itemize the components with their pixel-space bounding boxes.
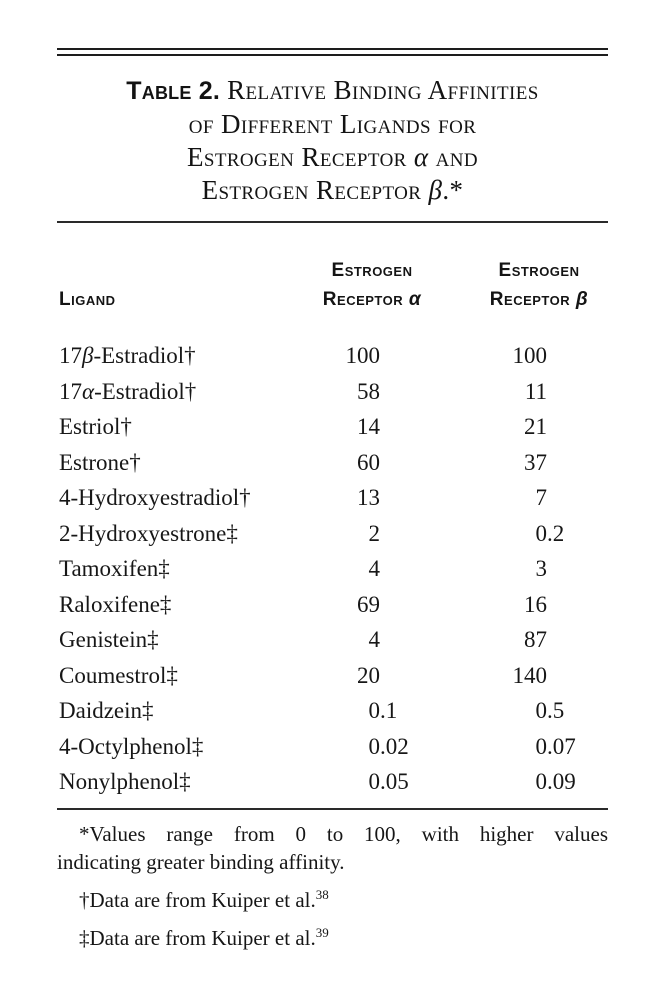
er-beta-value-cell: [470, 338, 608, 374]
er-alpha-value-integer: 69: [357, 591, 380, 617]
er-alpha-value-integer: 100: [345, 343, 380, 368]
er-alpha-value-integer: 0: [368, 733, 380, 759]
ligand-name-cell: 17β-Estradiol†: [59, 343, 196, 368]
title-line-4: Estrogen Receptor β.*: [201, 175, 464, 205]
er-alpha-value-cell: [302, 445, 470, 481]
column-header-er-beta: [470, 256, 608, 314]
column-header-er-beta-line1: Estrogen: [498, 260, 580, 281]
footnote-star-line2: indicating greater binding affinity.: [57, 850, 345, 874]
footnote-dagger-text: †Data are from Kuiper et al.: [79, 888, 316, 912]
er-beta-value-integer: 7: [535, 485, 547, 510]
table-title: [57, 74, 608, 207]
table-row: [57, 693, 608, 729]
er-beta-value-integer: 3: [535, 556, 547, 581]
er-beta-value-integer: 0: [535, 698, 547, 723]
ligand-name-cell: Genistein‡: [59, 627, 159, 652]
ligand-name-cell: 4-Hydroxyestradiol†: [59, 485, 251, 510]
er-alpha-value-decimal: [380, 658, 470, 694]
table-bottom-rule: [57, 808, 608, 810]
er-beta-value-decimal: [547, 445, 608, 481]
er-beta-value-decimal: .09: [547, 769, 576, 794]
er-alpha-value-cell: [302, 374, 470, 410]
column-header-er-alpha-line1: Estrogen: [331, 260, 413, 281]
er-alpha-value-integer: 60: [357, 449, 380, 475]
footnote-double-dagger: [57, 924, 608, 952]
er-alpha-value-decimal: [380, 516, 470, 552]
er-beta-value-cell: [470, 480, 608, 516]
er-alpha-value-integer: 4: [368, 556, 380, 581]
er-alpha-value-cell: [302, 409, 470, 445]
er-alpha-value-decimal: .05: [380, 769, 409, 794]
table-number-label: Table 2.: [126, 77, 220, 105]
table-row: [57, 480, 608, 516]
table-row: [57, 729, 608, 765]
ligand-name-cell: 4-Octylphenol‡: [59, 733, 204, 759]
er-beta-value-integer: 0: [535, 769, 547, 794]
er-beta-value-cell: [470, 693, 608, 729]
er-beta-value-integer: 16: [524, 591, 547, 617]
column-header-ligand: Ligand: [59, 289, 116, 310]
ligand-name-cell: Coumestrol‡: [59, 662, 178, 688]
table-row: [57, 587, 608, 623]
footnote-dagger-citation: 38: [315, 887, 329, 902]
footnote-dagger: [57, 886, 608, 914]
er-alpha-value-decimal: [380, 445, 470, 481]
er-alpha-value-cell: [302, 729, 470, 765]
er-beta-value-cell: [470, 658, 608, 694]
er-alpha-value-decimal: [380, 622, 470, 658]
ligand-name-cell: Daidzein‡: [59, 698, 154, 723]
er-beta-value-decimal: [547, 551, 608, 587]
er-alpha-value-integer: 2: [368, 520, 380, 546]
ligand-name-cell: 2-Hydroxyestrone‡: [59, 520, 238, 546]
table-body: [57, 338, 608, 800]
ligand-name-cell: Tamoxifen‡: [59, 556, 170, 581]
er-alpha-value-integer: 0: [368, 698, 380, 723]
table-row: [57, 551, 608, 587]
er-alpha-value-integer: 20: [357, 662, 380, 688]
table-row: [57, 622, 608, 658]
footnote-double-dagger-citation: 39: [315, 925, 329, 940]
ligand-name-cell: Raloxifene‡: [59, 591, 172, 617]
title-line-2: of Different Ligands for: [188, 109, 477, 139]
er-beta-value-decimal: [547, 338, 608, 374]
table-row: [57, 516, 608, 552]
er-beta-value-cell: [470, 516, 608, 552]
er-beta-value-decimal: [547, 587, 608, 623]
er-beta-value-decimal: .07: [547, 733, 576, 759]
er-beta-value-cell: [470, 622, 608, 658]
er-alpha-value-cell: [302, 480, 470, 516]
er-alpha-value-cell: [302, 764, 470, 800]
er-beta-value-cell: [470, 374, 608, 410]
footnote-star: [57, 820, 608, 876]
er-alpha-value-integer: 14: [357, 414, 380, 439]
table-row: [57, 374, 608, 410]
er-beta-value-decimal: [547, 374, 608, 410]
er-alpha-value-decimal: [380, 587, 470, 623]
er-alpha-value-integer: 58: [357, 378, 380, 404]
er-alpha-value-decimal: .02: [380, 733, 409, 759]
er-alpha-value-cell: [302, 551, 470, 587]
ligand-name-cell: Estrone†: [59, 449, 141, 475]
er-beta-value-decimal: [547, 480, 608, 516]
er-beta-value-integer: 100: [512, 343, 547, 368]
er-alpha-value-cell: [302, 338, 470, 374]
er-beta-value-integer: 0: [535, 733, 547, 759]
er-beta-value-decimal: .5: [547, 698, 565, 723]
er-beta-value-integer: 21: [524, 414, 547, 439]
table-header-row: [57, 256, 608, 314]
er-beta-value-decimal: [547, 409, 608, 445]
er-alpha-value-decimal: [380, 409, 470, 445]
er-beta-value-cell: [470, 587, 608, 623]
ligand-name-cell: Nonylphenol‡: [59, 769, 191, 794]
footnote-star-line1: *Values range from 0 to 100, with higher values: [79, 822, 608, 846]
column-header-er-alpha-line2: Receptor α: [322, 289, 422, 310]
er-alpha-value-integer: 13: [357, 485, 380, 510]
table-top-double-rule: [57, 48, 608, 56]
table-row: [57, 445, 608, 481]
er-alpha-value-decimal: [380, 480, 470, 516]
er-alpha-value-integer: 4: [368, 627, 380, 652]
er-alpha-value-decimal: .1: [380, 698, 398, 723]
er-alpha-value-cell: [302, 587, 470, 623]
er-alpha-value-cell: [302, 516, 470, 552]
column-header-er-beta-line2: Receptor β: [489, 289, 589, 310]
title-separator-rule: [57, 221, 608, 223]
er-beta-value-cell: [470, 551, 608, 587]
er-alpha-value-decimal: [380, 551, 470, 587]
footnotes: [57, 820, 608, 952]
er-beta-value-decimal: .2: [547, 520, 565, 546]
er-alpha-value-decimal: [380, 338, 470, 374]
er-beta-value-decimal: [547, 622, 608, 658]
er-beta-value-cell: [470, 409, 608, 445]
er-beta-value-cell: [470, 764, 608, 800]
column-header-er-alpha: [302, 256, 470, 314]
er-beta-value-integer: 140: [512, 662, 547, 688]
footnote-double-dagger-text: ‡Data are from Kuiper et al.: [79, 926, 316, 950]
table-row: [57, 409, 608, 445]
table-row: [57, 338, 608, 374]
er-beta-value-integer: 87: [524, 627, 547, 652]
er-beta-value-cell: [470, 729, 608, 765]
er-beta-value-integer: 11: [524, 378, 547, 404]
er-beta-value-integer: 0: [535, 520, 547, 546]
er-beta-value-decimal: [547, 658, 608, 694]
table-row: [57, 658, 608, 694]
er-alpha-value-cell: [302, 622, 470, 658]
ligand-name-cell: Estriol†: [59, 414, 132, 439]
er-alpha-value-cell: [302, 693, 470, 729]
er-alpha-value-cell: [302, 658, 470, 694]
table-row: [57, 764, 608, 800]
title-line-3: Estrogen Receptor α and: [186, 142, 479, 172]
er-beta-value-cell: [470, 445, 608, 481]
er-beta-value-integer: 37: [524, 449, 547, 475]
title-line-1: [57, 74, 608, 108]
title-line-1-text: Relative Binding Affinities: [227, 75, 539, 105]
ligand-name-cell: 17α-Estradiol†: [59, 378, 197, 404]
er-alpha-value-integer: 0: [368, 769, 380, 794]
er-alpha-value-decimal: [380, 374, 470, 410]
